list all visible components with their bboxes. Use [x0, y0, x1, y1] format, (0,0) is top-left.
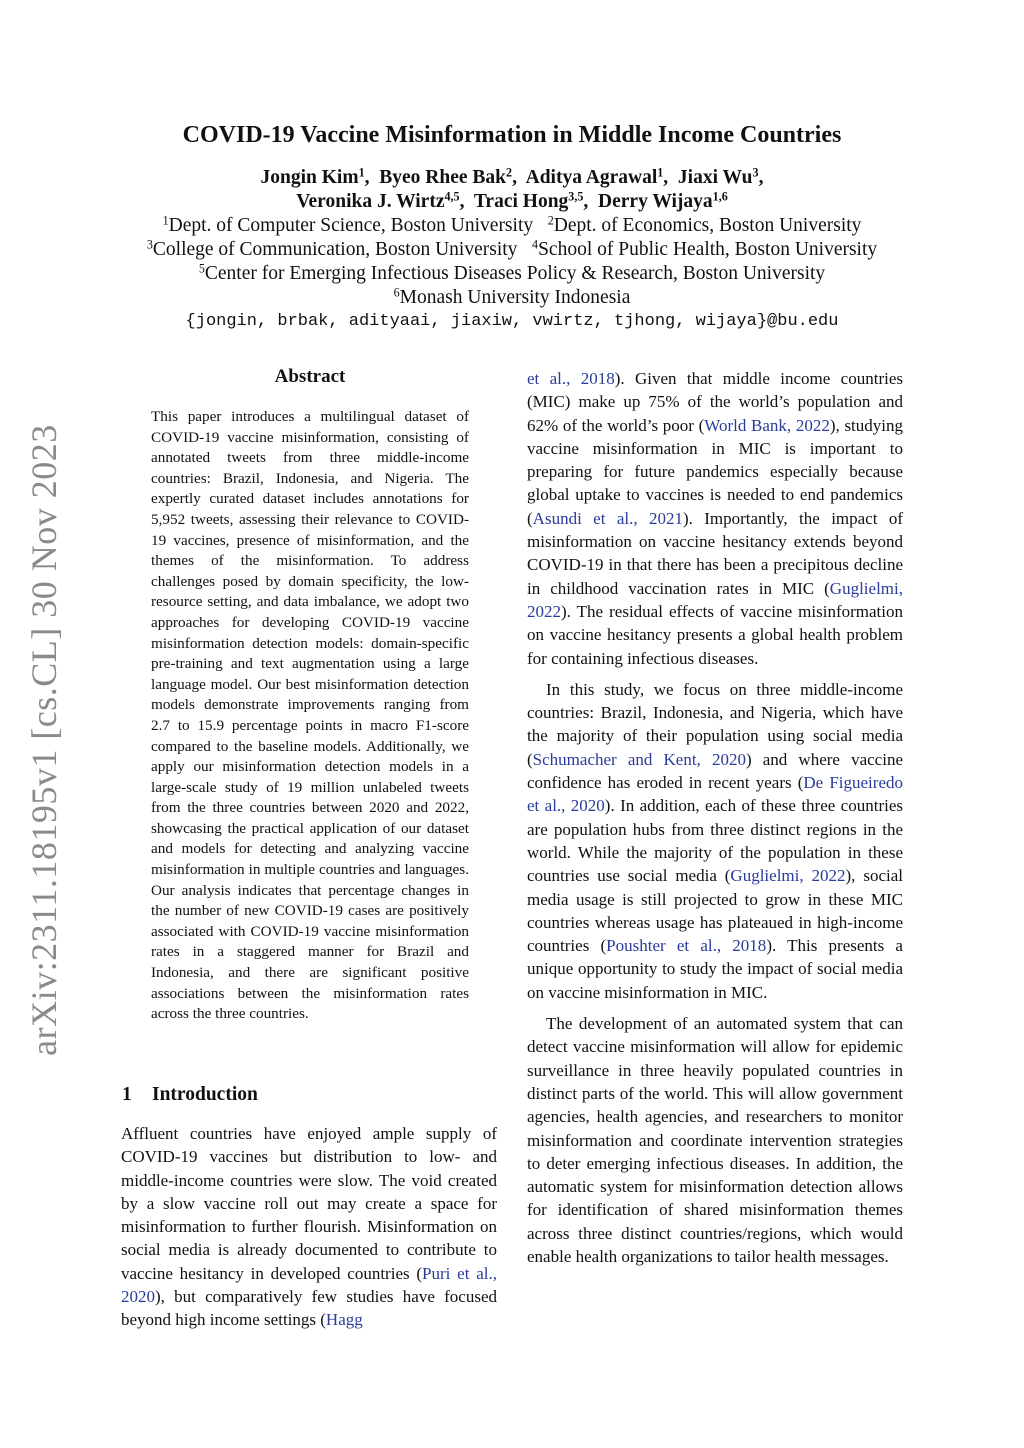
affiliation: Dept. of Economics, Boston University	[553, 215, 862, 236]
affiliation: Center for Emerging Infectious Diseases Policy & Research, Boston University	[204, 263, 826, 284]
affil-mark: 4	[532, 237, 539, 252]
abstract-heading: Abstract	[274, 366, 346, 387]
affiliation-line	[0, 286, 1024, 310]
citation-link[interactable]: Schumacher and Kent, 2020	[532, 749, 746, 769]
abstract-body: This paper introduces a multilingual dataset of COVID-19 vaccine misinformation, consisting of annotated tweets from three middle-income countries: Brazil, Indonesia, and Nigeria. The expertly curated dataset includes annotations for 5,952 tweets, assessing their relevance to COVID-19 vaccines, presence of misinformation, and the themes of the misinformation. To address challenges posed by domain specificity, the low-resource setting, and data imbalance, we adopt two approaches for developing COVID-19 vaccine misinformation detection models: domain-specific pre-training and text augmentation using a large language model. Our best misinformation detection models demonstrate improvements ranging from 2.7 to 15.9 percentage points in macro F1-score compared to the baseline models. Additionally, we apply our misinformation detection models in a large-scale study of 19 million unlabeled tweets from the three countries between 2020 and 2022, showcasing the practical application of our dataset and models for detecting and analyzing vaccine misinformation in multiple countries and languages. Our analysis indicates that percentage changes in the number of new COVID-19 cases are positively associated with COVID-19 vaccine misinformation rates in a staggered manner for Brazil and Indonesia, and there are significant positive associations between the misinformation rates across the three countries.	[151, 408, 469, 1023]
affiliation: Monash University Indonesia	[399, 287, 631, 308]
text-run: ), but comparatively few studies have focused beyond high income settings (	[121, 1287, 497, 1330]
author-affil-mark: 1,6	[712, 189, 728, 204]
affil-mark: 6	[393, 285, 400, 300]
author: Aditya Agrawal	[525, 167, 658, 188]
author-affil-mark: 3,5	[568, 189, 584, 204]
affiliation-list	[0, 214, 1024, 310]
author: Veronika J. Wirtz	[296, 191, 445, 212]
author: Jiaxi Wu	[677, 167, 753, 188]
section-heading-introduction	[122, 1084, 258, 1106]
affiliation-line	[0, 238, 1024, 262]
affil-mark: 1	[162, 213, 169, 228]
text-run: ). Given that middle income countries (MIC) make up 75% of the world’s population and 62% of the world’s poor (	[527, 369, 903, 435]
author: Jongin Kim	[260, 167, 359, 188]
paper-title: COVID-19 Vaccine Misinformation in Middle Income Countries	[182, 122, 842, 148]
citation-link[interactable]: World Bank, 2022	[704, 415, 830, 435]
author: Derry Wijaya	[598, 191, 713, 212]
author-affil-mark: 1	[358, 165, 365, 180]
author-affil-mark: 1	[657, 165, 664, 180]
citation-link[interactable]: Guglielmi, 2022	[527, 578, 903, 621]
affil-mark: 2	[547, 213, 554, 228]
intro-paragraph-2	[527, 678, 903, 1004]
author-list	[0, 166, 1024, 214]
text-run: ). The residual effects of vaccine misinformation on vaccine hesitancy presents a global health problem for containing infectious diseases.	[527, 601, 903, 668]
text-run: ). In addition, each of these three countries are population hubs from three distinct regions in the world. While the majority of the population in these countries use social media (	[527, 796, 903, 886]
affil-mark: 3	[146, 237, 153, 252]
section-title: Introduction	[152, 1084, 258, 1105]
author-line-2: Veronika J. Wirtz$^{4,5}$, Traci Hong$^{3,5}$, Derry Wijaya$^{1,6}$	[296, 189, 728, 212]
text-run: ) and where vaccine confidence has eroded in recent years (	[527, 749, 903, 793]
affiliation-line	[0, 262, 1024, 286]
citation-link[interactable]: Guglielmi, 2022	[730, 866, 846, 886]
right-column	[527, 367, 903, 1276]
author-affil-mark: 4,5	[444, 189, 460, 204]
citation-link[interactable]: Puri et al., 2020	[121, 1263, 497, 1307]
intro-paragraph-3: The development of an automated system that can detect vaccine misinformation will allow for epidemic surveillance in three heavily populated countries in distinct parts of the world. This will allow government agencies, health agencies, and researchers to monitor misinformation and coordinate intervention strategies to deter emerging infectious diseases. In addition, the automatic system for misinformation detection allows for identification of shared misinformation themes across three distinct countries/regions, which would enable health organizations to tailor health messages.	[527, 1014, 903, 1266]
arxiv-identifier: arXiv:2311.18195v1 [cs.CL] 30 Nov 2023	[24, 424, 64, 1056]
author-emails[interactable]: {jongin, brbak, adityaai, jiaxiw, vwirtz, tjhong, wijaya}@bu.edu	[185, 312, 839, 331]
intro-paragraph-1	[121, 1122, 497, 1332]
author-affil-mark: 3	[752, 165, 759, 180]
text-run: ), studying vaccine misinformation in MIC is important to preparing for future pandemics especially because global uptake to vaccines is needed to end pandemics (	[527, 415, 904, 528]
citation-link[interactable]: Asundi et al., 2021	[532, 508, 683, 528]
section-number: 1	[122, 1084, 132, 1105]
author: Traci Hong	[473, 191, 569, 212]
text-run: Affluent countries have enjoyed ample supply of COVID-19 vaccines but distribution to low- and middle-income countries were slow. The void created by a slow vaccine roll out may create a space for misinformation to further flourish. Misinformation on social media is already documented to contribute to vaccine hesitancy in developed countries (	[121, 1124, 497, 1283]
citation-link[interactable]: Poushter et al., 2018	[606, 936, 767, 956]
text-run: In this study, we focus on three middle-income countries: Brazil, Indonesia, and Nigeria, which have the majority of their population using social media (	[527, 679, 903, 769]
citation-link[interactable]: Hagg	[325, 1310, 363, 1330]
affiliation: College of Communication, Boston University	[152, 239, 518, 260]
affil-mark: 5	[198, 261, 205, 276]
intro-paragraph-1-continued	[527, 367, 903, 670]
author: Byeo Rhee Bak	[379, 167, 507, 188]
citation-link[interactable]: De Figueiredo et al., 2020	[527, 773, 903, 816]
text-run: ), social media usage is still projected to grow in these MIC countries whereas usage has plateaued in high-income countries (	[527, 866, 903, 956]
author-affil-mark: 2	[506, 165, 513, 180]
text-run: ). Importantly, the impact of misinformation on vaccine hesitancy extends beyond COVID-19 in that there has been a precipitous decline in childhood vaccination rates in MIC (	[527, 508, 903, 598]
affiliation: Dept. of Computer Science, Boston University	[168, 215, 534, 236]
affiliation-line	[0, 214, 1024, 238]
author-line-1: Jongin Kim$^1$, Byeo Rhee Bak$^2$, Aditya Agrawal$^1$, Jiaxi Wu$^3$,	[260, 165, 764, 188]
citation-link[interactable]: et al., 2018	[527, 369, 615, 388]
affiliation: School of Public Health, Boston University	[538, 239, 878, 260]
text-run: ). This presents a unique opportunity to study the impact of social media on vaccine misinformation in MIC.	[527, 936, 903, 1002]
